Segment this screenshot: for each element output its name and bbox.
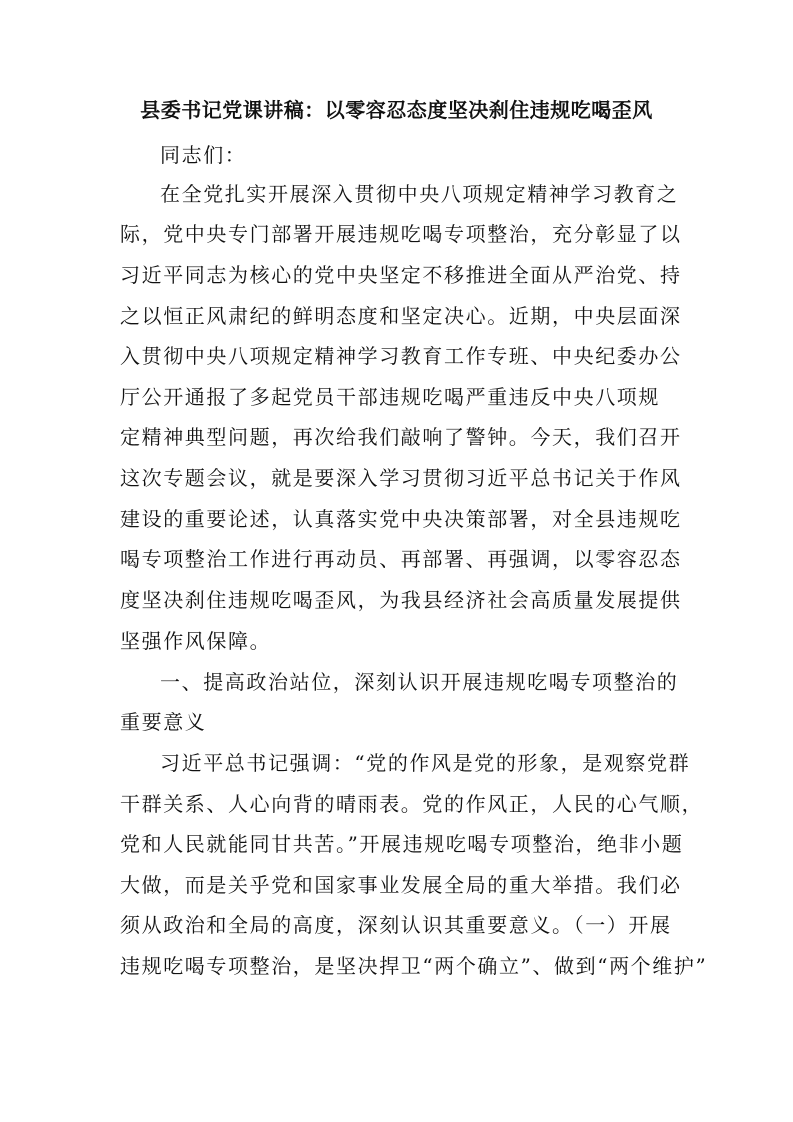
body-line: 之以恒正风肃纪的鲜明态度和坚定决心。近期，中央层面深	[120, 304, 682, 328]
document-title: 县委书记党课讲稿：以零容忍态度坚决刹住违规吃喝歪风	[140, 98, 653, 122]
body-line: 坚强作风保障。	[120, 629, 272, 653]
body-line: 喝专项整治工作进行再动员、再部署、再强调，以零容忍态	[120, 547, 682, 571]
body-line: 须从政治和全局的高度，深刻认识其重要意义。（一）开展	[120, 913, 672, 937]
section-heading: 重要意义	[120, 710, 207, 734]
body-line: 在全党扎实开展深入贯彻中央八项规定精神学习教育之	[160, 182, 679, 206]
body-line: 党和人民就能同甘共苦。”开展违规吃喝专项整治，绝非小题	[120, 832, 684, 856]
section-heading: 一、提高政治站位，深刻认识开展违规吃喝专项整治的	[160, 670, 679, 694]
body-line: 厅公开通报了多起党员干部违规吃喝严重违反中央八项规	[120, 385, 660, 409]
salutation: 同志们：	[160, 143, 247, 167]
body-line: 度坚决刹住违规吃喝歪风，为我县经济社会高质量发展提供	[120, 588, 682, 612]
body-line: 大做，而是关乎党和国家事业发展全局的重大举措。我们必	[120, 873, 682, 897]
body-line: 这次专题会议，就是要深入学习贯彻习近平总书记关于作风	[120, 466, 682, 490]
body-line: 入贯彻中央八项规定精神学习教育工作专班、中央纪委办公	[120, 344, 682, 368]
body-line: 建设的重要论述，认真落实党中央决策部署，对全县违规吃	[120, 507, 682, 531]
body-line: 习近平同志为核心的党中央坚定不移推进全面从严治党、持	[120, 263, 682, 287]
body-line: 干群关系、人心向背的晴雨表。党的作风正，人民的心气顺，	[120, 792, 704, 816]
body-line: 际，党中央专门部署开展违规吃喝专项整治，充分彰显了以	[120, 222, 682, 246]
body-line: 定精神典型问题，再次给我们敲响了警钟。今天，我们召开	[120, 425, 682, 449]
body-line: 违规吃喝专项整治，是坚决捍卫“两个确立”、做到“两个维护”	[120, 954, 708, 978]
body-line: 习近平总书记强调：“党的作风是党的形象，是观察党群	[160, 751, 691, 775]
